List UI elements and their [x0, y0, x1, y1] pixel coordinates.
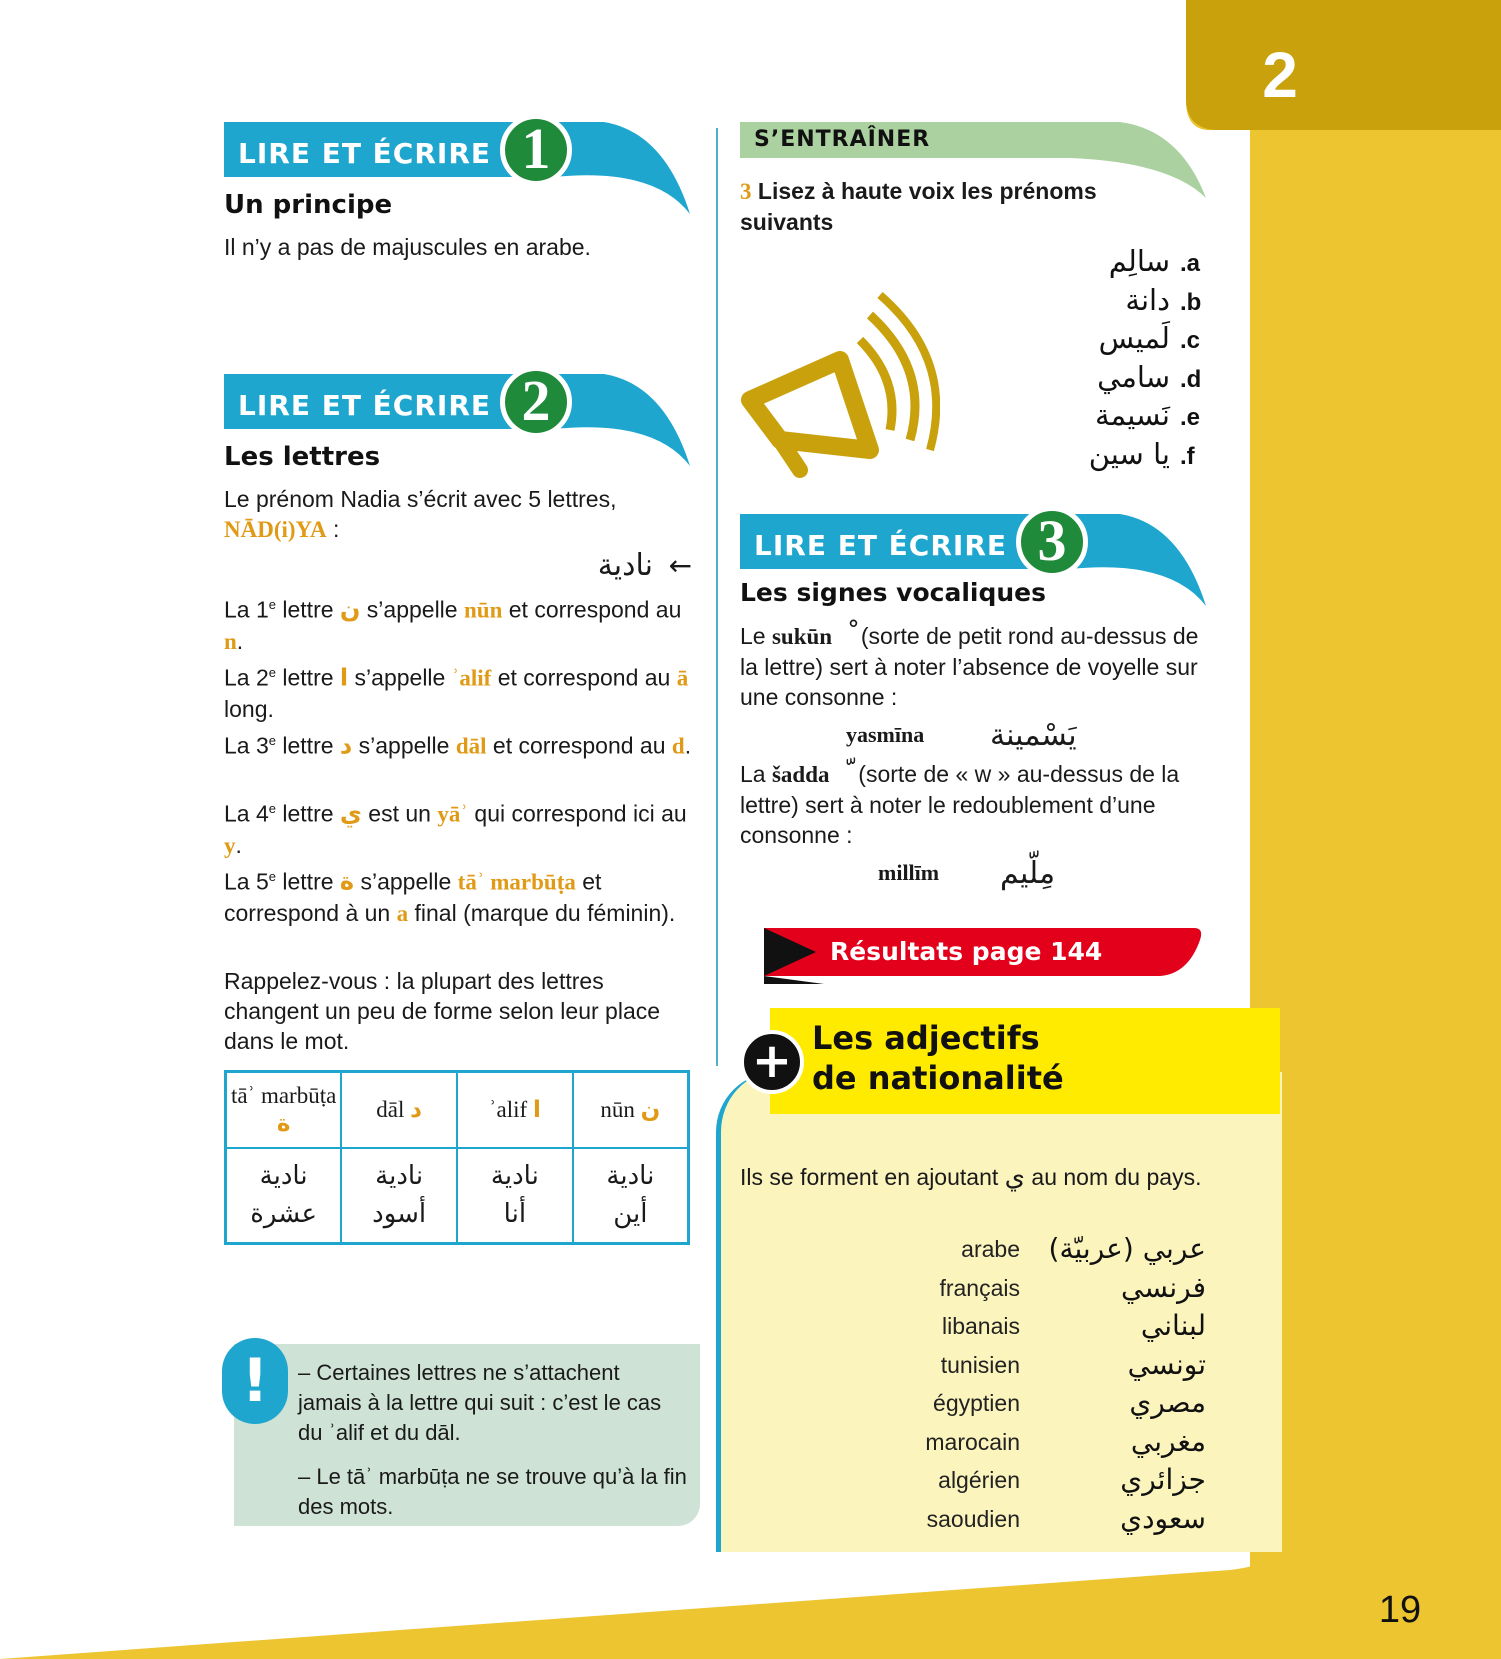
nationality-arabic: سعودي — [1120, 1501, 1206, 1535]
letter-name: dāl — [376, 1096, 405, 1122]
text-fragment: lettre — [276, 868, 340, 895]
text-fragment: . — [684, 732, 692, 759]
nationality-french: algérien — [938, 1467, 1020, 1493]
text-fragment: lettre — [276, 664, 340, 691]
letter-description — [224, 726, 694, 762]
exercise-number: 3 — [740, 179, 752, 204]
name-item-arabic: لَميس — [1098, 321, 1170, 355]
text-fragment: La 2 — [224, 664, 269, 691]
example-word: عشرة — [250, 1199, 317, 1230]
results-label: Résultats page 144 — [830, 937, 1103, 966]
page-number: 19 — [1378, 1589, 1422, 1631]
text-fragment: lettre — [276, 800, 340, 827]
text-fragment: et correspond au — [486, 732, 672, 759]
arabic-letter: د — [339, 731, 353, 760]
shadda-sign — [836, 756, 852, 789]
highlight-term: dāl — [455, 733, 487, 759]
example-arabic: مِلّيم — [1000, 856, 1056, 891]
name-arabic: نادية — [597, 548, 653, 583]
example-word: أنا — [503, 1199, 527, 1230]
text-fragment: et correspond au — [502, 596, 682, 623]
example-word: نادية — [375, 1161, 424, 1192]
highlight-term: a — [396, 900, 409, 926]
text-fragment: La 4 — [224, 800, 269, 827]
example-word: أين — [613, 1199, 648, 1230]
nationality-french: français — [939, 1274, 1020, 1301]
text-fragment: long. — [224, 695, 274, 722]
highlight-term: nūn — [463, 597, 503, 623]
nationality-french: arabe — [961, 1236, 1020, 1262]
example-shadda — [740, 856, 1140, 896]
table-header-cell — [341, 1072, 457, 1148]
name-item-arabic: سامي — [1097, 359, 1170, 394]
text-fragment: La 1 — [224, 596, 269, 623]
letter-name: nūn — [600, 1096, 635, 1122]
highlight-term: yāʾ — [437, 801, 469, 827]
text-fragment: lettre — [276, 732, 340, 759]
highlight-term: ā — [676, 665, 689, 691]
table-cell — [226, 1148, 342, 1244]
nationality-arabic: جزائري — [1120, 1463, 1206, 1496]
example-arabic: يَسْمينة — [990, 718, 1077, 753]
suffix-letter: ي — [1004, 1162, 1026, 1192]
highlight-term: y — [224, 832, 236, 858]
name-item-arabic: نَسيمة — [1094, 398, 1170, 432]
highlight-term: ʾalif — [451, 665, 492, 691]
colon: : — [326, 516, 340, 542]
text-fragment: est un — [361, 800, 438, 827]
text-fragment: . — [235, 831, 242, 858]
note-line-1: – Certaines lettres ne s’attachent jamais à la lettre qui suit : c’est le cas du ʾalif et du dāl. — [298, 1360, 662, 1445]
ordinal-suffix: e — [268, 665, 276, 680]
practice-instruction — [740, 176, 1160, 237]
highlight-term: d — [671, 733, 685, 759]
arrow-left-icon: ← — [668, 549, 692, 582]
ordinal-suffix: e — [268, 869, 276, 884]
text-fragment: et correspond au — [491, 664, 677, 691]
nationality-french: saoudien — [926, 1505, 1020, 1532]
nationality-french: marocain — [925, 1428, 1020, 1455]
name-item-label: .c — [1180, 327, 1201, 354]
letter-name: ʾalif — [488, 1096, 528, 1122]
highlight-term: tāʾ marbūṭa — [457, 869, 576, 895]
section-number-badge: 2 — [500, 366, 572, 438]
name-item-label: .a — [1180, 250, 1201, 277]
section-text: Il n’y a pas de majuscules en arabe. — [224, 234, 591, 260]
section-number-badge: 3 — [1016, 506, 1088, 578]
text-fragment: et correspond à un — [224, 868, 602, 926]
table-cell — [573, 1148, 689, 1244]
column-divider — [716, 128, 718, 1066]
table-header-cell — [573, 1072, 689, 1148]
text-fragment: final (marque du féminin). — [408, 899, 676, 926]
letter-glyph: د — [410, 1096, 422, 1123]
exclamation-icon: ! — [222, 1338, 288, 1424]
letter-description — [224, 794, 694, 861]
letters-table — [224, 1070, 690, 1245]
instruction-text: Lisez à haute voix les prénoms suivants — [740, 178, 1097, 235]
sukun-name: sukūn — [771, 624, 833, 649]
table-header-row — [226, 1072, 689, 1148]
text-fragment: lettre — [276, 596, 340, 623]
table-header-cell — [457, 1072, 573, 1148]
nationality-french: égyptien — [933, 1390, 1020, 1416]
section-number-badge: 1 — [500, 114, 572, 186]
table-row — [226, 1148, 689, 1244]
nationality-french: tunisien — [940, 1351, 1020, 1378]
intro-line: Le prénom Nadia s’écrit avec 5 lettres, — [224, 486, 617, 512]
ordinal-suffix: e — [268, 733, 276, 748]
text-fragment: qui correspond ici au — [468, 800, 687, 827]
results-link[interactable] — [764, 928, 1204, 976]
reminder-text: Rappelez-vous : la plupart des lettres changent un peu de forme selon leur place dans le mot. — [224, 968, 661, 1054]
banner-label: LIRE ET ÉCRIRE — [238, 137, 492, 170]
text-fragment: s’appelle — [354, 868, 458, 895]
name-item-arabic: دانة — [1125, 282, 1170, 317]
text-fragment: s’appelle — [352, 732, 456, 759]
nationality-arabic: فرنسي — [1121, 1270, 1206, 1304]
highlight-term: n — [224, 628, 237, 654]
section-title: Les signes vocaliques — [740, 578, 1046, 607]
example-sukun — [740, 718, 1140, 756]
nationality-arabic: لبناني — [1140, 1309, 1206, 1342]
arabic-letter: ة — [339, 867, 355, 896]
sukun-text: Le sukūn (sorte de petit rond au-dessus de la lettre) sert à noter l’absence de voyelle sur une consonne : — [740, 620, 1210, 712]
name-item-label: .f — [1180, 442, 1195, 470]
table-cell — [341, 1148, 457, 1244]
example-word: نادية — [490, 1161, 539, 1192]
text-fragment: . — [236, 627, 244, 654]
name-arabic-row — [560, 548, 692, 588]
section-title: Un principe — [224, 190, 393, 220]
text-fragment: La 5 — [224, 868, 269, 895]
nationality-french: libanais — [942, 1313, 1020, 1339]
chapter-number: 2 — [1262, 39, 1298, 111]
shadda-text: La šadda (sorte de « w » au-dessus de la lettre) sert à noter le redoublement d’une consonne : — [740, 758, 1210, 850]
text-fragment: La 3 — [224, 732, 269, 759]
name-item-label: .e — [1180, 404, 1201, 431]
section-title: Les lettres — [224, 442, 381, 472]
intro-text — [224, 484, 694, 545]
example-word: أسود — [372, 1199, 427, 1230]
note-line-2: – Le tāʾ marbūṭa ne se trouve qu’à la fin des mots. — [298, 1464, 687, 1519]
table-cell — [457, 1148, 573, 1244]
name-item-arabic: سالِم — [1108, 244, 1170, 278]
nationality-arabic: مصري — [1129, 1386, 1206, 1419]
arabic-letter: ا — [339, 663, 349, 692]
banner-label: S’ENTRAÎNER — [754, 127, 931, 152]
letter-glyph: ا — [532, 1096, 541, 1123]
adjectives-title: Les adjectifs de nationalité — [812, 1019, 1064, 1097]
sukun-sign — [839, 618, 855, 651]
text-fragment: s’appelle — [360, 596, 464, 623]
banner-label: LIRE ET ÉCRIRE — [754, 529, 1008, 562]
text-fragment: s’appelle — [348, 664, 452, 691]
shadda-name: šadda — [771, 762, 830, 787]
name-item-arabic: يا سين — [1088, 436, 1170, 471]
plus-icon: + — [740, 1030, 804, 1094]
example-word: نادية — [606, 1161, 655, 1192]
letter-glyph: ة — [276, 1110, 291, 1137]
letter-name: tāʾ marbūṭa — [230, 1082, 337, 1108]
arabic-letter: ي — [339, 799, 362, 828]
name-item-label: .b — [1180, 288, 1202, 316]
letter-description — [224, 590, 694, 657]
table-header-cell — [226, 1072, 342, 1148]
example-transliteration: yasmīna — [846, 722, 925, 747]
ordinal-suffix: e — [268, 801, 276, 816]
transliteration: NĀD(i)YA — [224, 517, 327, 542]
nationality-arabic: تونسي — [1127, 1347, 1206, 1381]
example-word: نادية — [259, 1161, 308, 1192]
letter-description — [224, 658, 694, 724]
name-item-label: .d — [1180, 365, 1202, 393]
adjectives-intro: Ils se forment en ajoutant ي au nom du pays. — [740, 1162, 1202, 1192]
letter-description — [224, 862, 694, 929]
ordinal-suffix: e — [268, 597, 276, 612]
letter-glyph: ن — [640, 1096, 661, 1123]
arabic-letter: ن — [339, 595, 361, 624]
example-transliteration: millīm — [878, 860, 940, 885]
banner-label: LIRE ET ÉCRIRE — [238, 389, 492, 422]
nationality-arabic: مغربي — [1130, 1424, 1206, 1458]
nationality-arabic: عربي (عربيّة) — [1048, 1232, 1206, 1265]
megaphone-icon — [740, 290, 940, 480]
